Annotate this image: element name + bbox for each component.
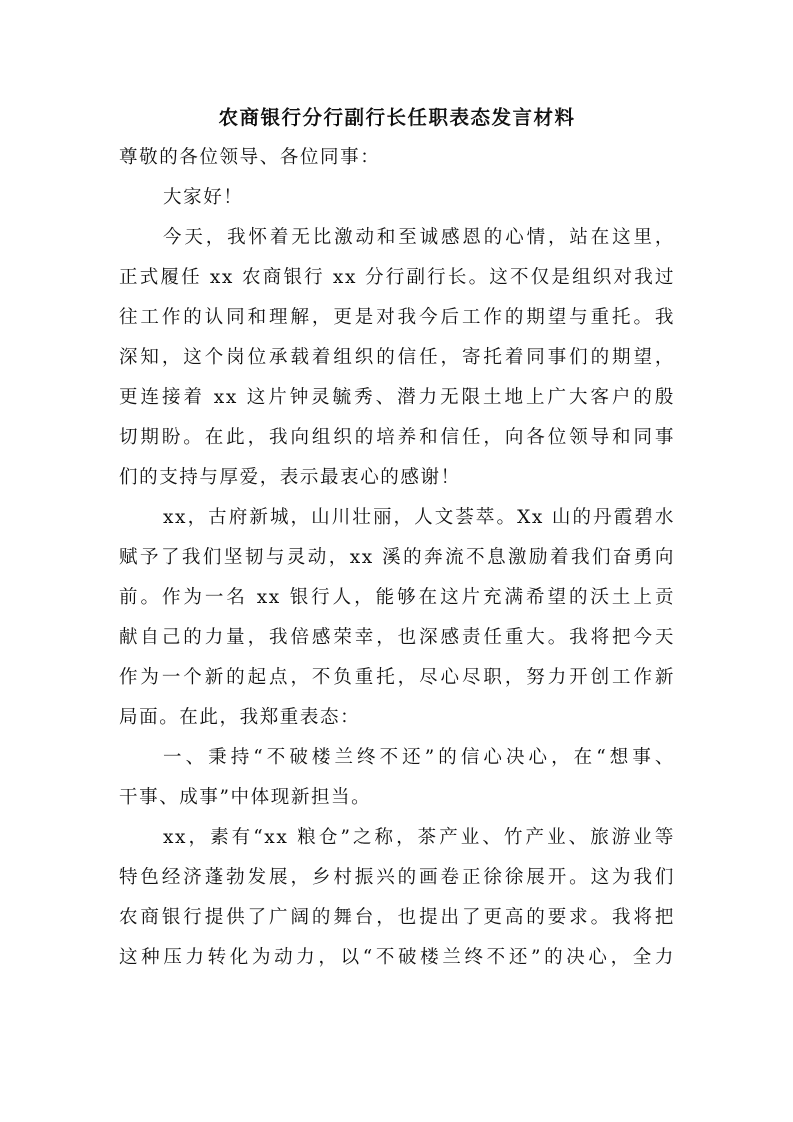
paragraph-line: xx，古府新城，山川壮丽，人文荟萃。Xx 山的丹霞碧水 [163, 507, 675, 528]
paragraph-3 [119, 818, 675, 978]
salutation-line: 尊敬的各位领导、各位同事： [119, 147, 381, 168]
paragraph-line: 作为一个新的起点，不负重托，尽心尽职，努力开创工作新 [119, 667, 675, 688]
heading-line: 干事、成事”中体现新担当。 [119, 787, 372, 808]
paragraph-line: 农商银行提供了广阔的舞台，也提出了更高的要求。我将把 [119, 907, 675, 928]
paragraph-line: 前。作为一名 xx 银行人，能够在这片充满希望的沃土上贡 [119, 587, 675, 608]
section-heading-1 [119, 738, 675, 818]
paragraph-line: xx，素有“xx 粮仓”之称，茶产业、竹产业、旅游业等 [163, 827, 675, 848]
greeting-line: 大家好！ [163, 187, 244, 208]
paragraph-line: 往工作的认同和理解，更是对我今后工作的期望与重托。我 [119, 307, 675, 328]
paragraph-line: 们的支持与厚爱，表示最衷心的感谢！ [119, 467, 461, 488]
document-title: 农商银行分行副行长任职表态发言材料 [218, 106, 576, 129]
salutation [119, 138, 675, 178]
paragraph-line: 切期盼。在此，我向组织的培养和信任，向各位领导和同事 [119, 427, 675, 448]
paragraph-line: 更连接着 xx 这片钟灵毓秀、潜力无限土地上广大客户的殷 [119, 387, 675, 408]
greeting [119, 178, 675, 218]
paragraph-line: 特色经济蓬勃发展，乡村振兴的画卷正徐徐展开。这为我们 [119, 867, 675, 888]
paragraph-line: 局面。在此，我郑重表态： [119, 707, 361, 728]
paragraph-line: 正式履任 xx 农商银行 xx 分行副行长。这不仅是组织对我过 [119, 267, 675, 288]
paragraph-line: 今天，我怀着无比激动和至诚感恩的心情，站在这里， [163, 227, 675, 248]
paragraph-line: 献自己的力量，我倍感荣幸，也深感责任重大。我将把今天 [119, 627, 675, 648]
paragraph-line: 赋予了我们坚韧与灵动，xx 溪的奔流不息激励着我们奋勇向 [119, 547, 675, 568]
paragraph-1 [119, 218, 675, 498]
paragraph-line: 这种压力转化为动力，以“不破楼兰终不还”的决心，全力 [119, 947, 675, 968]
document-page [119, 98, 675, 978]
paragraph-line: 深知，这个岗位承载着组织的信任，寄托着同事们的期望， [119, 347, 675, 368]
paragraph-2 [119, 498, 675, 738]
heading-line: 一、秉持“不破楼兰终不还”的信心决心，在“想事、 [163, 747, 675, 768]
